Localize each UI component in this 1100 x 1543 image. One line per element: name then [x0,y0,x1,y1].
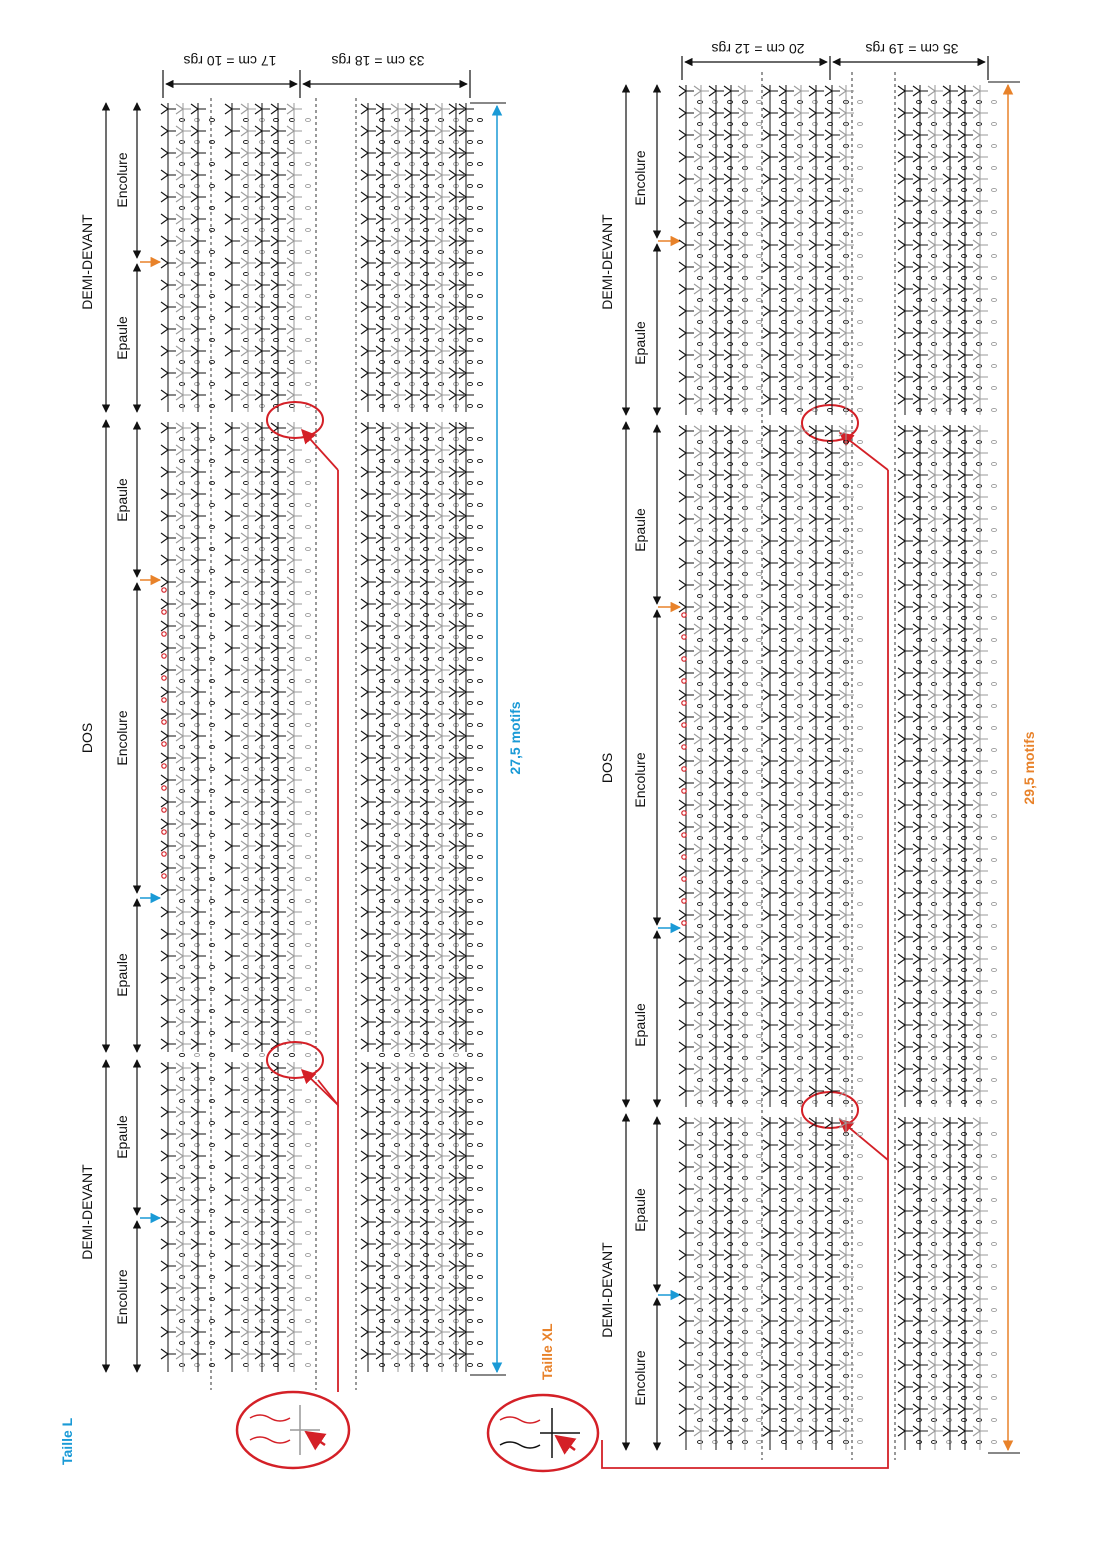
stitch-column-xl [928,1117,952,1450]
taille-xl-measure-brackets [682,56,988,80]
stitch-column-xl [898,1117,922,1450]
stitch-column-l [225,422,249,1057]
stitch-column-xl [825,425,849,1107]
stitch-column-xl [738,425,762,1107]
taille-l-zone-epaule-3: Epaule [114,953,130,997]
taille-xl-group [488,41,1037,1471]
stitch-column-xl [973,1117,997,1450]
stitch-column-l [271,103,295,412]
stitch-column-l [161,103,185,412]
stitch-column-l [225,1062,249,1372]
taille-xl-zone-encolure-2: Encolure [632,752,648,808]
taille-xl-section-demi-devant-top: DEMI-DEVANT [599,214,615,310]
taille-l-highlight-circle-2 [267,1042,323,1078]
stitch-column-xl [913,1117,937,1450]
taille-l-zone-epaule-4: Epaule [114,1115,130,1159]
stitch-column-l [287,1062,311,1372]
stitch-column-l [271,1062,295,1372]
taille-l-group [59,53,523,1468]
taille-xl-measure-top: 20 cm = 12 rgs [711,41,805,57]
stitch-column-l [376,103,400,412]
taille-l-zone-encolure-3: Encolure [114,1269,130,1325]
stitch-column-l [191,422,215,1057]
stitch-column-xl [958,1117,982,1450]
taille-xl-stitch-chart [679,85,997,1450]
stitch-column-l [459,422,483,1057]
taille-xl-zone-encolure-3: Encolure [632,1350,648,1406]
taille-l-motifs-label: 27,5 motifs [507,701,523,775]
stitch-column-l [255,1062,279,1372]
taille-xl-zone-epaule-2: Epaule [632,508,648,552]
stitch-column-l [255,422,279,1057]
taille-l-dashed-lines [211,98,356,1390]
stitch-column-xl [898,85,922,415]
stitch-column-xl [763,1117,787,1450]
stitch-column-l [361,1062,385,1372]
stitch-column-xl [839,1117,863,1450]
stitch-column-l [361,103,385,412]
taille-l-section-demi-devant-bottom: DEMI-DEVANT [79,1164,95,1260]
taille-l-title: Taille L [59,1417,75,1465]
taille-l-section-demi-devant-top: DEMI-DEVANT [79,214,95,310]
stitch-column-xl [694,1117,718,1450]
stitch-column-xl [724,1117,748,1450]
stitch-column-l [241,103,265,412]
stitch-column-l [176,1062,200,1372]
stitch-column-xl [738,85,762,415]
stitch-column-l [161,1062,185,1372]
taille-xl-zone-epaule-3: Epaule [632,1003,648,1047]
taille-xl-zone-encolure-1: Encolure [632,150,648,206]
taille-l-zone-encolure-2: Encolure [114,710,130,766]
stitch-column-xl [709,1117,733,1450]
taille-l-stitch-chart [161,103,483,1372]
stitch-column-xl [839,425,863,1107]
stitch-column-l [225,103,249,412]
stitch-column-l [241,1062,265,1372]
stitch-column-l [271,422,295,1057]
stitch-column-xl [839,85,863,415]
taille-xl-zone-epaule-1: Epaule [632,321,648,365]
stitch-column-xl [679,1117,703,1450]
stitch-column-l [420,103,444,412]
taille-l-zone-epaule-2: Epaule [114,478,130,522]
stitch-column-l [391,1062,415,1372]
taille-xl-section-demi-devant-bottom: DEMI-DEVANT [599,1242,615,1338]
stitch-column-l [287,103,311,412]
stitch-column-xl [738,1117,762,1450]
stitch-column-l [420,1062,444,1372]
stitch-column-l [376,1062,400,1372]
stitch-column-l [287,422,311,1057]
stitch-column-l [255,103,279,412]
stitch-column-xl [809,1117,833,1450]
stitch-column-xl [724,425,748,1107]
stitch-column-l [405,103,429,412]
taille-xl-section-dos: DOS [599,752,615,784]
stitch-column-l [459,1062,483,1372]
taille-l-detail-zoom [237,1392,349,1468]
stitch-column-xl [825,1117,849,1450]
stitch-column-l [435,1062,459,1372]
stitch-column-l [405,1062,429,1372]
taille-xl-detail-zoom [488,1395,598,1471]
stitch-column-l [176,103,200,412]
taille-l-measure-bottom: 33 cm = 18 rgs [331,53,425,69]
taille-l-measure-brackets [163,70,470,98]
taille-l-zone-epaule-1: Epaule [114,316,130,360]
stitch-column-xl [973,425,997,1107]
stitch-column-xl [943,1117,967,1450]
taille-xl-measure-bottom: 35 cm = 19 rgs [865,41,959,57]
stitch-column-xl [763,85,787,415]
taille-l-section-dos: DOS [79,722,95,754]
stitch-column-xl [679,85,703,415]
taille-xl-zone-epaule-4: Epaule [632,1188,648,1232]
stitch-column-l [391,103,415,412]
taille-l-highlight-circle-1 [267,402,323,438]
taille-xl-title: Taille XL [539,1323,555,1380]
taille-l-zone-encolure-1: Encolure [114,152,130,208]
stitch-column-xl [779,1117,803,1450]
taille-xl-motifs-label: 29,5 motifs [1021,731,1037,805]
taille-l-red-connector [318,470,338,1105]
stitch-column-l [435,103,459,412]
stitch-column-xl [779,85,803,415]
taille-l-measure-top: 17 cm = 10 rgs [183,53,277,69]
stitch-column-xl [794,1117,818,1450]
stitch-column-l [459,103,483,412]
stitch-column-l [191,103,215,412]
